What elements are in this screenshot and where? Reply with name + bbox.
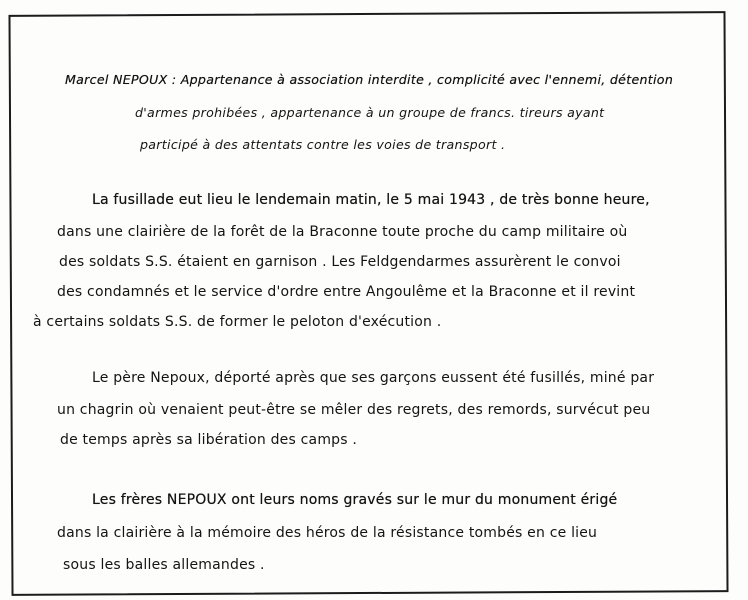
handwritten-line: des condamnés et le service d'ordre entre Angoulême et la Braconne et il revint xyxy=(57,284,636,300)
handwritten-line: participé à des attentats contre les voies de transport . xyxy=(140,137,506,152)
handwritten-line: Le père Nepoux, déporté après que ses garçons eussent été fusillés, miné par xyxy=(92,370,655,386)
handwritten-line: dans une clairière de la forêt de la Braconne toute proche du camp militaire où xyxy=(57,224,628,240)
handwritten-line: de temps après sa libération des camps . xyxy=(60,432,358,448)
handwritten-line: Les frères NEPOUX ont leurs noms gravés sur le mur du monument érigé xyxy=(92,492,618,508)
handwritten-line: Marcel NEPOUX : Appartenance à association interdite , complicité avec l'ennemi, détention xyxy=(65,72,674,87)
handwritten-line: La fusillade eut lieu le lendemain matin, le 5 mai 1943 , de très bonne heure, xyxy=(92,192,650,208)
handwritten-line: sous les balles allemandes . xyxy=(63,557,265,573)
handwritten-line: à certains soldats S.S. de former le peloton d'exécution . xyxy=(33,314,442,330)
handwritten-line: d'armes prohibées , appartenance à un groupe de francs. tireurs ayant xyxy=(135,105,605,120)
handwritten-line: des soldats S.S. étaient en garnison . Les Feldgendarmes assurèrent le convoi xyxy=(59,254,621,270)
handwritten-line: un chagrin où venaient peut-être se mêler des regrets, des remords, survécut peu xyxy=(57,402,651,418)
handwritten-line: dans la clairière à la mémoire des héros de la résistance tombés en ce lieu xyxy=(57,525,598,541)
